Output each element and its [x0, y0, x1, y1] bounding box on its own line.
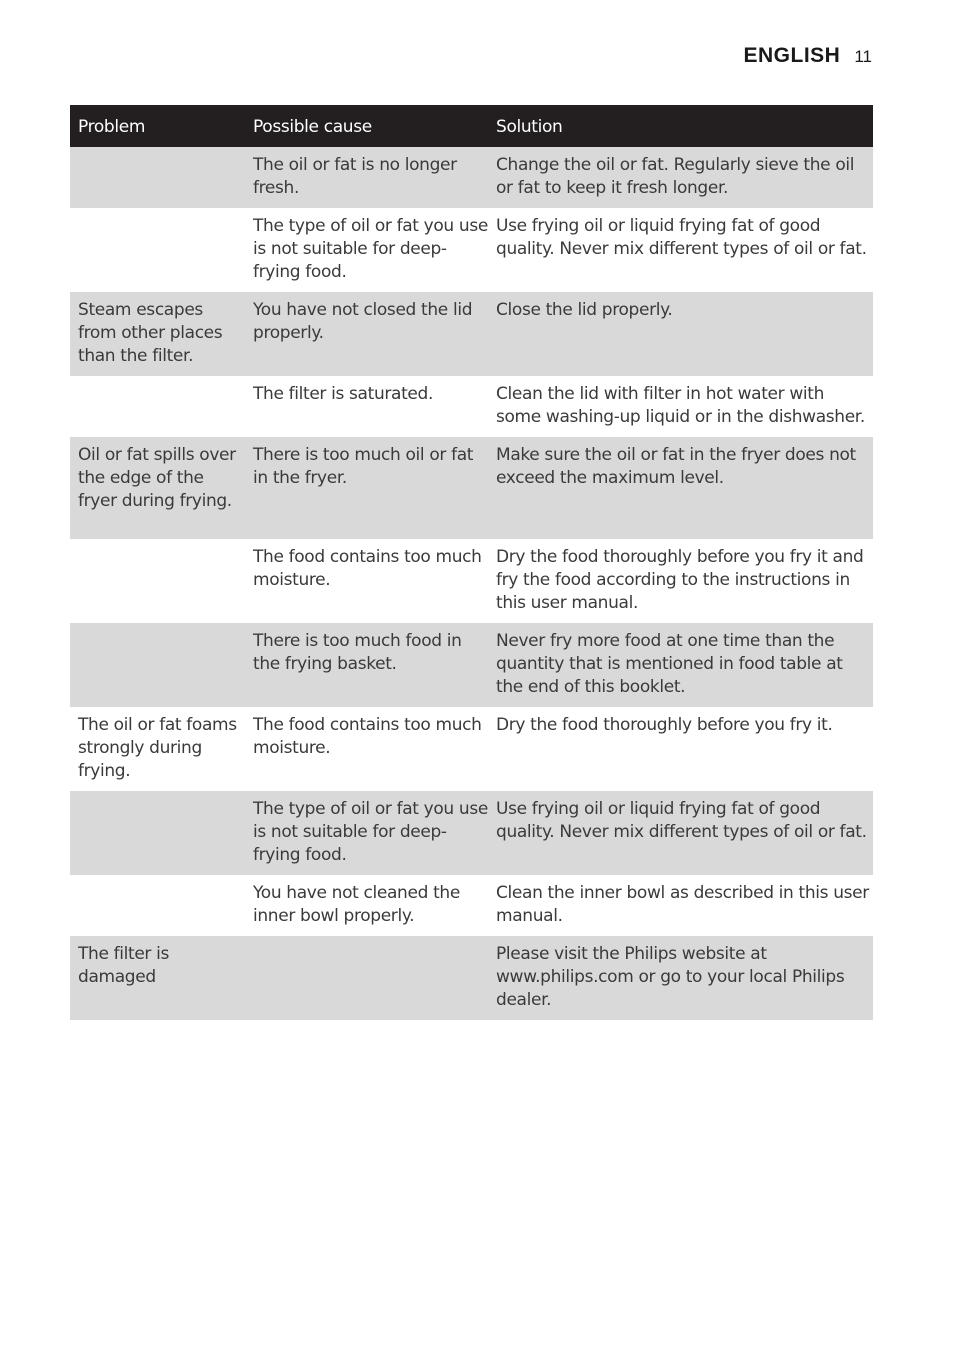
- solution-cell: Never fry more food at one time than the quantity that is mentioned in food table at the end of this booklet.: [488, 623, 873, 707]
- solution-cell: Use frying oil or liquid frying fat of good quality. Never mix different types of oil or fat.: [488, 791, 873, 875]
- table-row: [70, 936, 873, 1020]
- column-header-possible-cause: Possible cause: [245, 105, 488, 147]
- cause-cell: The filter is saturated.: [245, 376, 488, 437]
- table-row: [70, 539, 873, 623]
- solution-cell: Make sure the oil or fat in the fryer does not exceed the maximum level.: [488, 437, 873, 539]
- cause-cell: The oil or fat is no longer fresh.: [245, 147, 488, 208]
- problem-cell: [70, 875, 245, 936]
- solution-cell: Please visit the Philips website at www.philips.com or go to your local Philips dealer.: [488, 936, 873, 1020]
- problem-cell: The filter is damaged: [70, 936, 245, 1020]
- table-row: [70, 875, 873, 936]
- language-label: ENGLISH: [743, 44, 841, 67]
- solution-cell: Close the lid properly.: [488, 292, 873, 376]
- table-row: [70, 376, 873, 437]
- problem-cell: [70, 623, 245, 707]
- column-header-solution: Solution: [488, 105, 873, 147]
- solution-cell: Clean the lid with filter in hot water with some washing-up liquid or in the dishwasher.: [488, 376, 873, 437]
- problem-cell: [70, 791, 245, 875]
- table-row: [70, 623, 873, 707]
- cause-cell: You have not cleaned the inner bowl properly.: [245, 875, 488, 936]
- page-header: [744, 44, 873, 68]
- table-row: [70, 292, 873, 376]
- table-header-row: [70, 105, 873, 147]
- table-header: [70, 105, 873, 147]
- table-row: [70, 208, 873, 292]
- problem-cell: [70, 147, 245, 208]
- solution-cell: Change the oil or fat. Regularly sieve the oil or fat to keep it fresh longer.: [488, 147, 873, 208]
- solution-cell: Dry the food thoroughly before you fry it and fry the food according to the instructions in this user manual.: [488, 539, 873, 623]
- cause-cell: The food contains too much moisture.: [245, 707, 488, 791]
- cause-cell: [245, 936, 488, 1020]
- problem-cell: [70, 376, 245, 437]
- table-row: [70, 707, 873, 791]
- solution-cell: Clean the inner bowl as described in this user manual.: [488, 875, 873, 936]
- cause-cell: There is too much food in the frying basket.: [245, 623, 488, 707]
- cause-cell: There is too much oil or fat in the fryer.: [245, 437, 488, 539]
- cause-cell: The food contains too much moisture.: [245, 539, 488, 623]
- table-row: [70, 791, 873, 875]
- troubleshooting-table-container: [70, 105, 873, 1020]
- problem-cell: Steam escapes from other places than the filter.: [70, 292, 245, 376]
- troubleshooting-table: [70, 105, 873, 1020]
- cause-cell: You have not closed the lid properly.: [245, 292, 488, 376]
- table-row: [70, 147, 873, 208]
- cause-cell: The type of oil or fat you use is not suitable for deep-frying food.: [245, 208, 488, 292]
- problem-cell: The oil or fat foams strongly during frying.: [70, 707, 245, 791]
- column-header-problem: Problem: [70, 105, 245, 147]
- cause-cell: The type of oil or fat you use is not suitable for deep-frying food.: [245, 791, 488, 875]
- solution-cell: Dry the food thoroughly before you fry it.: [488, 707, 873, 791]
- solution-cell: Use frying oil or liquid frying fat of good quality. Never mix different types of oil or fat.: [488, 208, 873, 292]
- table-body: [70, 147, 873, 1020]
- problem-cell: [70, 208, 245, 292]
- problem-cell: [70, 539, 245, 623]
- page-number: 11: [854, 47, 872, 66]
- table-row: [70, 437, 873, 539]
- problem-cell: Oil or fat spills over the edge of the fryer during frying.: [70, 437, 245, 539]
